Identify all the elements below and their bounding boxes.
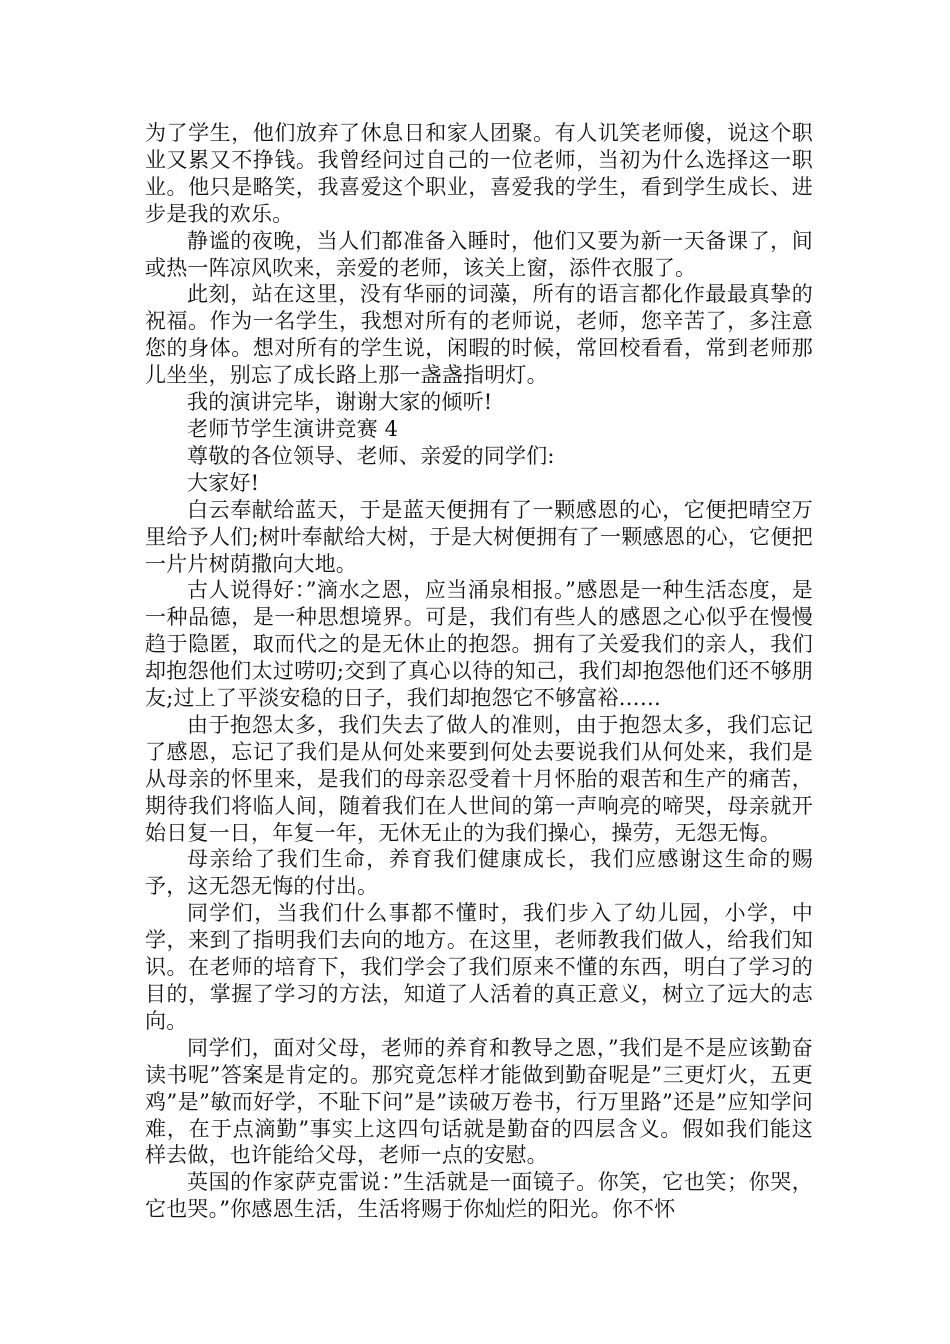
paragraph-10: 由于抱怨太多，我们失去了做人的准则，由于抱怨太多，我们忘记了感恩，忘记了我们是从何处来要到何处去要说我们从何处来，我们是从母亲的怀里来，是我们的母亲忍受着十月怀胎的艰苦和生产的痛苦，期待我们将临人间，随着我们在人世间的第一声响亮的啼哭，母亲就开始日复一日，年复一年，无休无止的为我们操心，操劳，无怨无悔。: [145, 712, 813, 845]
paragraph-3: 此刻，站在这里，没有华丽的词藻，所有的语言都化作最最真挚的祝福。作为一名学生，我想对所有的老师说，老师，您辛苦了，多注意您的身体。想对所有的学生说，闲暇的时候，常回校看看，常到老师那儿坐坐，别忘了成长路上那一盏盏指明灯。: [145, 282, 813, 388]
paragraph-13: 同学们，面对父母，老师的养育和教导之恩，”我们是不是应该勤奋读书呢”答案是肯定的。那究竟怎样才能做到勤奋呢是”三更灯火，五更鸡”是”敏而好学，不耻下问”是”读破万卷书，行万里路”还是”应知学问难，在于点滴勤”事实上这四句话就是勤奋的四层含义。假如我们能这样去做，也许能给父母，老师一点的安慰。: [145, 1035, 813, 1168]
paragraph-1: 为了学生，他们放弃了休息日和家人团聚。有人讥笑老师傻，说这个职业又累又不挣钱。我曾经问过自己的一位老师，当初为什么选择这一职业。他只是略笑，我喜爱这个职业，喜爱我的学生，看到学生成长、进步是我的欢乐。: [145, 121, 813, 226]
paragraph-9: 古人说得好：”滴水之恩，应当涌泉相报。”感恩是一种生活态度，是一种品德，是一种思想境界。可是，我们有些人的感恩之心似乎在慢慢趋于隐匿，取而代之的是无休止的抱怨。拥有了关爱我们的亲人，我们却抱怨他们太过唠叨;交到了真心以待的知己，我们却抱怨他们还不够朋友;过上了平淡安稳的日子，我们却抱怨它不够富裕……: [145, 578, 813, 711]
section-heading: 老师节学生演讲竞赛 4: [187, 416, 399, 441]
paragraph-2: 静谧的夜晚，当人们都准备入睡时，他们又要为新一天备课了，间或热一阵凉风吹来，亲爱的老师，该关上窗，添件衣服了。: [145, 228, 813, 280]
paragraph-14: 英国的作家萨克雷说：”生活就是一面镜子。你笑，它也笑；你哭，它也哭。”你感恩生活，生活将赐于你灿烂的阳光。你不怀: [145, 1170, 813, 1222]
paragraph-11: 母亲给了我们生命，养育我们健康成长，我们应感谢这生命的赐予，这无怨无悔的付出。: [145, 847, 813, 899]
document-page: [145, 120, 813, 1223]
paragraph-12: 同学们，当我们什么事都不懂时，我们步入了幼儿园，小学，中学，来到了指明我们去向的地方。在这里，老师教我们做人，给我们知识。在老师的培育下，我们学会了我们原来不懂的东西，明白了学习的目的，掌握了学习的方法，知道了人活着的真正意义，树立了远大的志向。: [145, 901, 813, 1033]
paragraph-8: 白云奉献给蓝天，于是蓝天便拥有了一颗感恩的心，它便把晴空万里给予人们;树叶奉献给大树，于是大树便拥有了一颗感恩的心，它便把一片片树荫撒向大地。: [145, 497, 813, 576]
salutation: 尊敬的各位领导、老师、亲爱的同学们:: [187, 443, 555, 468]
paragraph-4: 我的演讲完毕，谢谢大家的倾听!: [187, 390, 493, 415]
greeting: 大家好!: [187, 470, 260, 495]
